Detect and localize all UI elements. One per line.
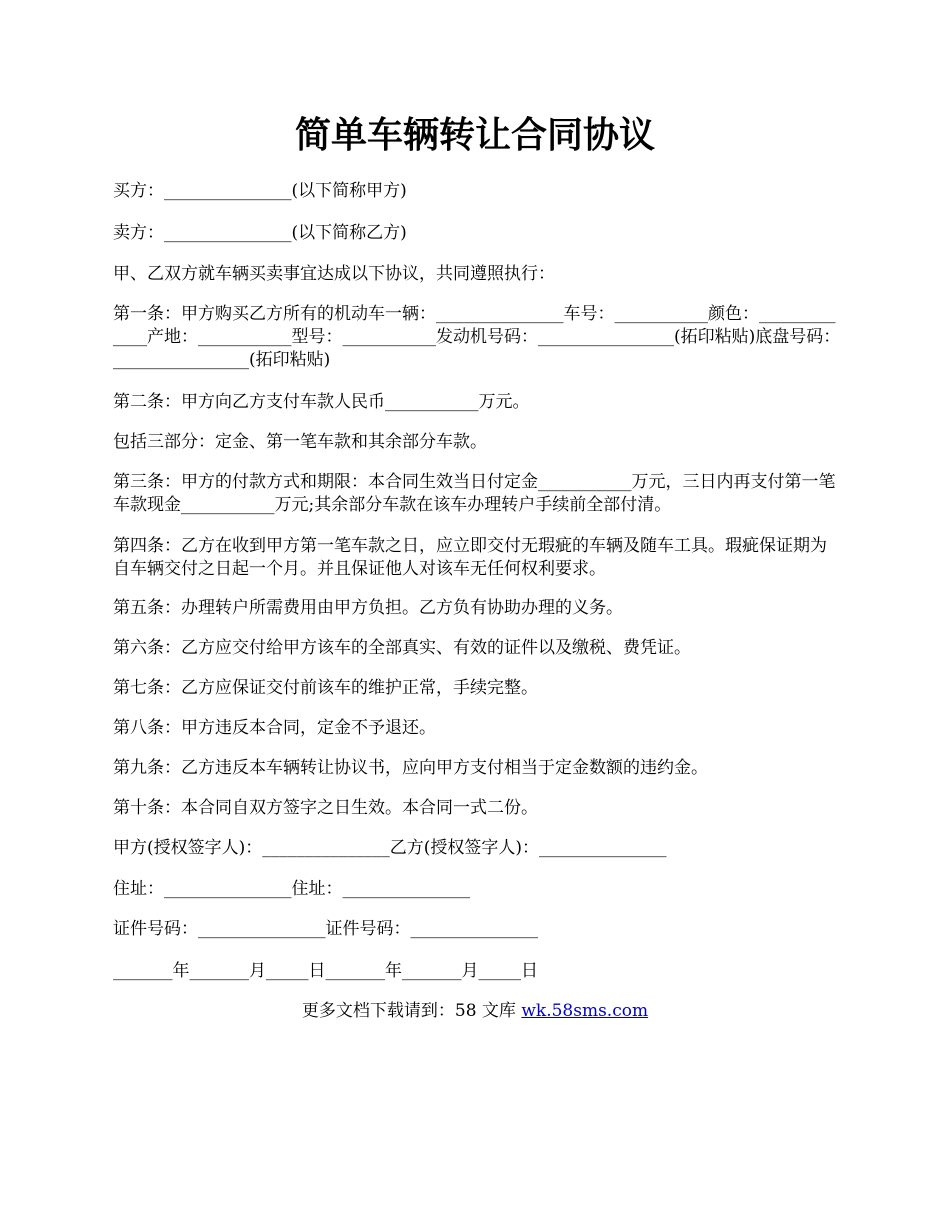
clause-4: 第四条：乙方在收到甲方第一笔车款之日，应立即交付无瑕疵的车辆及随车工具。瑕疵保证期为自车辆交付之日起一个月。并且保证他人对该车无任何权利要求。 [113,536,827,579]
footer [0,1000,950,1023]
id-number-line: 证件号码：_______________证件号码：_______________ [113,919,538,939]
clause-8: 第八条：甲方违反本合同，定金不予退还。 [113,718,436,738]
buyer-line: 买方：_______________(以下简称甲方) [113,181,407,201]
address-line: 住址：_______________住址：_______________ [113,879,470,899]
clause-2: 第二条：甲方向乙方支付车款人民币___________万元。 [113,392,530,412]
clause-5: 第五条：办理转户所需费用由甲方负担。乙方负有协助办理的义务。 [113,598,623,618]
footer-text: 更多文档下载请到：58 文库 [301,1001,522,1021]
clause-6: 第六条：乙方应交付给甲方该车的全部真实、有效的证件以及缴税、费凭证。 [113,638,691,658]
clause-9: 第九条：乙方违反本车辆转让协议书，应向甲方支付相当于定金数额的违约金。 [113,758,708,778]
clause-10: 第十条：本合同自双方签字之日生效。本合同一式二份。 [113,798,538,818]
clause-7: 第七条：乙方应保证交付前该车的维护正常，手续完整。 [113,678,538,698]
date-line: _______年_______月_____日_______年_______月_____日 [113,961,538,981]
seller-line: 卖方：_______________(以下简称乙方) [113,223,407,243]
footer-link[interactable]: wk.58sms.com [521,1001,649,1021]
page-title: 简单车辆转让合同协议 [294,115,655,156]
intro-paragraph: 甲、乙双方就车辆买卖事宜达成以下协议，共同遵照执行： [113,264,555,284]
clause-1: 第一条：甲方购买乙方所有的机动车一辆：_______________车号：___________颜色：_____________产地：___________型号：___________发动机号码：________________(拓印粘贴)底盘号码：________________(拓印粘贴) [113,304,841,370]
clause-2-detail: 包括三部分：定金、第一笔车款和其余部分车款。 [113,432,487,452]
signatory-line: 甲方(授权签字人)：_______________乙方(授权签字人)：_______________ [113,838,667,858]
clause-3: 第三条：甲方的付款方式和期限：本合同生效当日付定金___________万元，三日内再支付第一笔车款现金___________万元;其余部分车款在该车办理转户手续前全部付清。 [113,472,836,515]
